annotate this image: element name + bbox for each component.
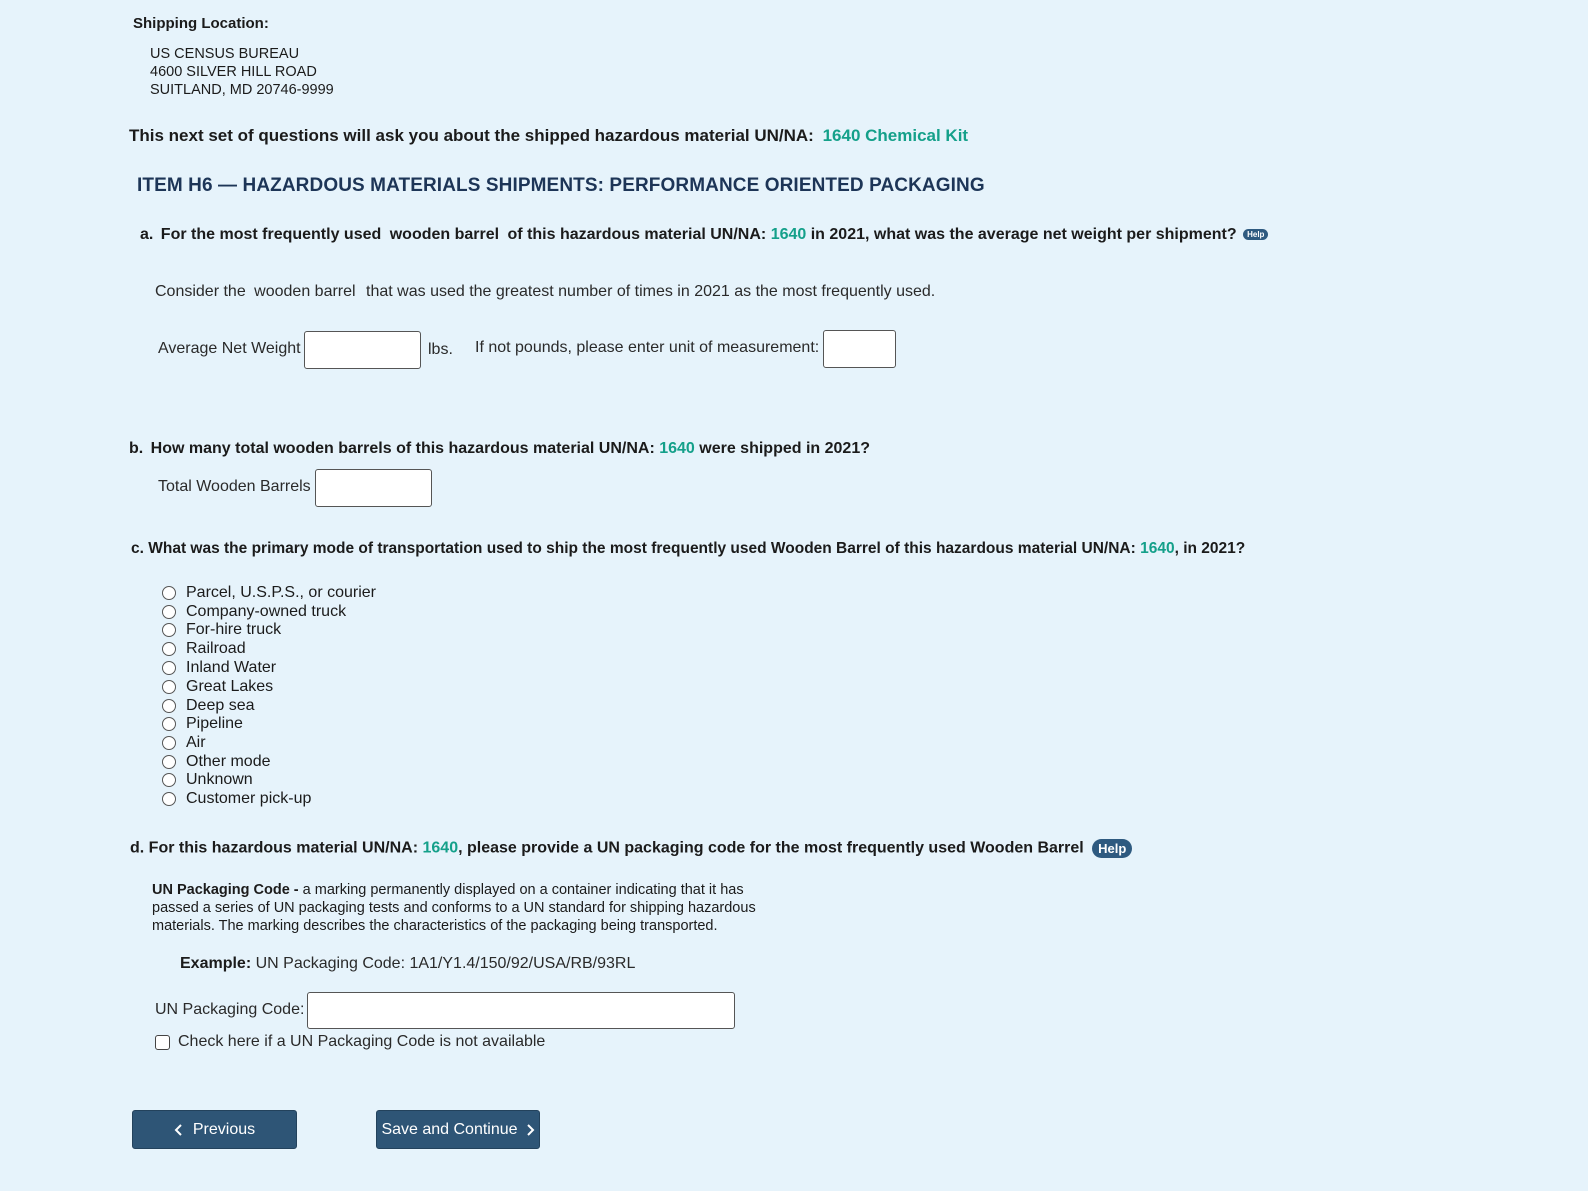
radio-button[interactable] (162, 792, 176, 806)
question-a-text3: in 2021, what was the average net weight per shipment? (810, 226, 1237, 243)
previous-button-label: Previous (192, 1120, 256, 1138)
radio-button[interactable] (162, 680, 176, 694)
question-a-container: wooden barrel (389, 226, 500, 243)
radio-label: Inland Water (186, 658, 277, 676)
radio-button[interactable] (162, 605, 176, 619)
question-a-text2: of this hazardous material UN/NA: (507, 226, 767, 243)
radio-option[interactable] (162, 714, 243, 733)
definition-line-2: passed a series of UN packaging tests and conforms to a UN standard for shipping hazardous (152, 900, 756, 916)
radio-button[interactable] (162, 736, 176, 750)
unit-lbs-label: lbs. (428, 341, 453, 358)
question-d-text3: for the most frequently used Wooden Barrel (749, 839, 1084, 857)
question-b-text2: of this hazardous material UN/NA: (396, 440, 655, 457)
question-b-container: wooden barrels (273, 440, 392, 457)
total-wooden-barrels-input[interactable] (315, 469, 432, 507)
radio-option[interactable] (162, 752, 270, 771)
section-title: ITEM H6 — HAZARDOUS MATERIALS SHIPMENTS: PERFORMANCE ORIENTED PACKAGING (137, 175, 985, 196)
radio-button[interactable] (162, 586, 176, 600)
unit-measurement-input[interactable] (823, 330, 896, 368)
question-b-text1: How many total (150, 440, 269, 457)
radio-label: Company-owned truck (186, 602, 347, 620)
radio-label: Deep sea (186, 696, 255, 714)
question-b-prefix: b. (129, 440, 144, 457)
radio-label: Other mode (186, 752, 271, 770)
radio-option[interactable] (162, 696, 255, 715)
radio-option[interactable] (162, 733, 206, 752)
radio-label: For-hire truck (186, 620, 282, 638)
radio-button[interactable] (162, 661, 176, 675)
total-wooden-barrels-label: Total Wooden Barrels (158, 478, 311, 495)
radio-label: Unknown (186, 770, 253, 788)
intro-question: This next set of questions will ask you about the shipped hazardous material UN/NA: (129, 126, 814, 145)
question-c (131, 540, 1245, 558)
unit-measurement-label: If not pounds, please enter unit of measurement: (475, 339, 820, 356)
example-label: Example: (180, 955, 252, 972)
question-b-code: 1640 (659, 440, 695, 457)
example-line (180, 955, 635, 973)
definition-term: UN Packaging Code - (152, 882, 299, 898)
un-packaging-code-input[interactable] (307, 992, 735, 1029)
code-not-available-row[interactable] (155, 1033, 545, 1051)
address-line-3: SUITLAND, MD 20746-9999 (150, 82, 334, 98)
address-line-2: 4600 SILVER HILL ROAD (150, 64, 317, 80)
radio-option[interactable] (162, 639, 246, 658)
radio-label: Parcel, U.S.P.S., or courier (186, 583, 376, 601)
question-c-text2: the most frequently used Wooden Barrel of this hazardous material UN/NA: (582, 540, 1136, 557)
definition-text-1: a marking permanently displayed on a container indicating that it has (302, 882, 744, 898)
radio-label: Customer pick-up (186, 789, 312, 807)
radio-option[interactable] (162, 620, 281, 639)
question-b-text3: were shipped in 2021? (699, 440, 870, 457)
save-and-continue-button[interactable] (376, 1110, 540, 1149)
chevron-right-icon (525, 1123, 535, 1137)
material-name: 1640 Chemical Kit (822, 126, 969, 145)
chevron-left-icon (174, 1123, 184, 1137)
question-a-code: 1640 (770, 226, 807, 243)
previous-button[interactable] (132, 1110, 297, 1149)
question-a (140, 226, 1268, 244)
radio-button[interactable] (162, 623, 176, 637)
radio-option[interactable] (162, 677, 273, 696)
radio-option[interactable] (162, 770, 253, 789)
radio-label: Great Lakes (186, 677, 274, 695)
question-a-prefix: a. (140, 226, 154, 243)
radio-button[interactable] (162, 717, 176, 731)
definition-line-3: materials. The marking describes the characteristics of the packaging being transported. (152, 918, 718, 934)
consider-text (155, 283, 935, 301)
save-button-label: Save and Continue (381, 1120, 518, 1138)
radio-option[interactable] (162, 602, 346, 621)
help-button-a[interactable]: Help (1243, 229, 1268, 240)
question-d-text2: , please provide a UN packaging code (458, 839, 746, 857)
intro-text (129, 126, 968, 146)
question-c-text3: , in 2021? (1174, 540, 1246, 557)
code-not-available-label: Check here if a UN Packaging Code is not available (178, 1033, 546, 1050)
average-net-weight-input[interactable] (304, 331, 421, 369)
radio-label: Pipeline (186, 714, 243, 732)
question-d (130, 839, 1132, 858)
consider-container: wooden barrel (254, 283, 356, 300)
code-not-available-checkbox[interactable] (155, 1035, 170, 1050)
question-d-code: 1640 (422, 839, 459, 857)
radio-button[interactable] (162, 699, 176, 713)
question-c-text1: c. What was the primary mode of transportation used to ship (131, 540, 578, 557)
question-c-code: 1640 (1140, 540, 1175, 557)
help-button-d[interactable]: Help (1092, 839, 1132, 858)
un-packaging-code-label: UN Packaging Code: (155, 1001, 305, 1018)
radio-button[interactable] (162, 773, 176, 787)
consider-text-1: Consider the (155, 283, 246, 300)
radio-option[interactable] (162, 658, 276, 677)
shipping-location-label: Shipping Location: (133, 15, 269, 32)
radio-label: Air (186, 733, 206, 751)
question-a-text1: For the most frequently used (160, 226, 382, 243)
radio-label: Railroad (186, 639, 246, 657)
question-b (129, 440, 870, 458)
average-net-weight-label: Average Net Weight (158, 340, 301, 357)
question-d-text1: d. For this hazardous material UN/NA: (130, 839, 419, 857)
radio-option[interactable] (162, 789, 311, 808)
definition-line-1 (152, 881, 744, 899)
radio-option[interactable] (162, 583, 376, 602)
radio-button[interactable] (162, 642, 176, 656)
consider-text-2: that was used the greatest number of times in 2021 as the most frequently used. (366, 283, 936, 300)
radio-button[interactable] (162, 755, 176, 769)
example-text: UN Packaging Code: 1A1/Y1.4/150/92/USA/RB/93RL (255, 955, 636, 972)
address-line-1: US CENSUS BUREAU (150, 46, 300, 62)
